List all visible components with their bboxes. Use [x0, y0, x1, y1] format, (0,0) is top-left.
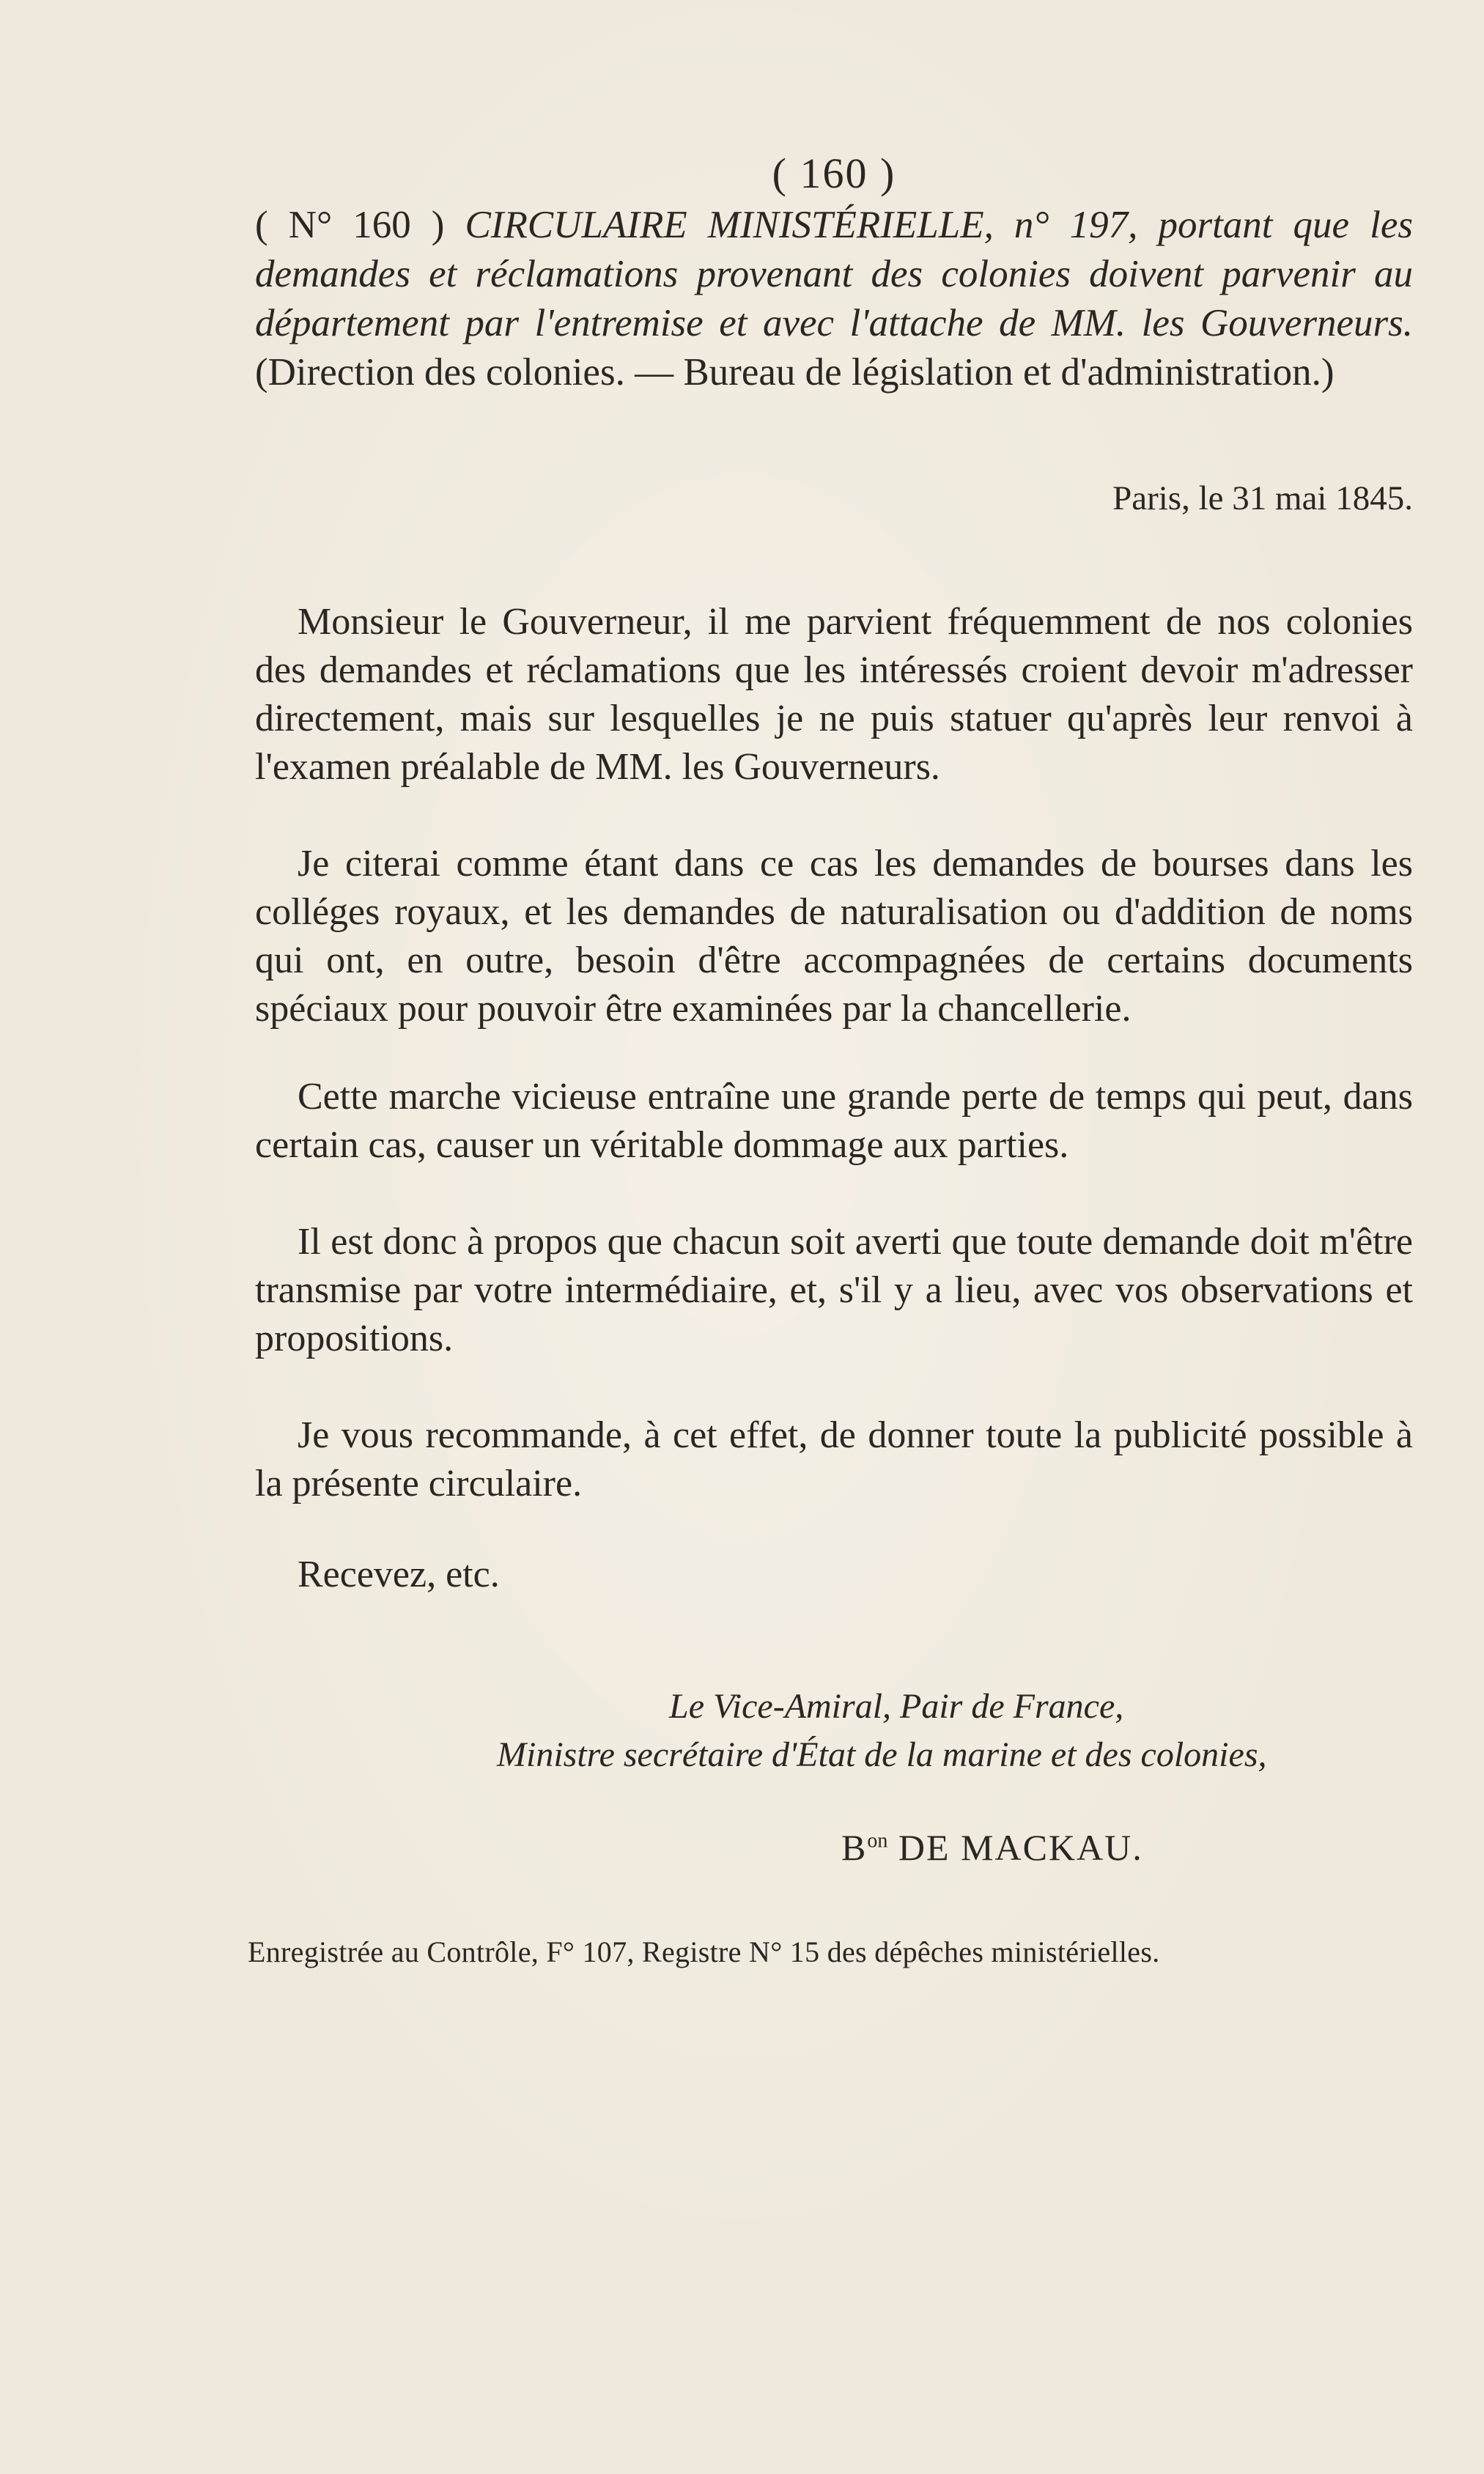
circular-subject: portant que les demandes et réclamations provenant des colonies doivent parvenir au département par l'entremise et avec l'attache de MM. les Gouverneurs. — [255, 204, 1413, 344]
paragraph: Monsieur le Gouverneur, il me parvient fréquemment de nos colonies des demandes et réclamations que les intéressés croient devoir m'adresser directement, mais sur lesquelles je ne puis statuer qu'après leur renvoi à l'examen préalable de MM. les Gouverneurs. — [255, 601, 1413, 788]
paragraph: Je citerai comme étant dans ce cas les demandes de bourses dans les colléges royaux, et les demandes de naturalisation ou d'addition de noms qui ont, en outre, besoin d'être accompagnées de certains documents spéciaux pour pouvoir être examinées par la chancellerie. — [255, 843, 1413, 1030]
paragraph: Cette marche vicieuse entraîne une grande perte de temps qui peut, dans certain cas, causer un véritable dommage aux parties. — [255, 1076, 1413, 1166]
dateline: Paris, le 31 mai 1845. — [1112, 479, 1413, 517]
signature-name — [841, 1826, 1413, 1869]
circular-reference: , n° 197, — [983, 204, 1138, 246]
circular-heading — [255, 201, 1413, 397]
signature-title-line: Le Vice-Amiral, Pair de France, — [669, 1687, 1124, 1726]
circular-title: CIRCULAIRE MINISTÉRIELLE — [465, 204, 984, 246]
registration-note: Enregistrée au Contrôle, F° 107, Registre N° 15 des dépêches ministérielles. — [248, 1935, 1160, 1968]
signature-office-line: Ministre secrétaire d'État de la marine et des colonies, — [497, 1735, 1267, 1774]
signature-name-surname: DE MACKAU. — [887, 1827, 1143, 1868]
closing-formula: Recevez, etc. — [298, 1554, 500, 1595]
circular-number: ( N° 160 ) — [255, 204, 445, 246]
page-content — [248, 147, 1413, 1969]
paragraph: Il est donc à propos que chacun soit averti que toute demande doit m'être transmise par votre intermédiaire, et, s'il y a lieu, avec vos observations et propositions. — [255, 1221, 1413, 1359]
signature-name-superscript: on — [867, 1829, 888, 1853]
page-number: ( 160 ) — [772, 149, 896, 197]
paragraph: Je vous recommande, à cet effet, de donner toute la publicité possible à la présente circulaire. — [255, 1414, 1413, 1504]
signature-name-prefix: B — [841, 1827, 868, 1868]
circular-direction: (Direction des colonies. — Bureau de législation et d'administration.) — [255, 351, 1335, 394]
